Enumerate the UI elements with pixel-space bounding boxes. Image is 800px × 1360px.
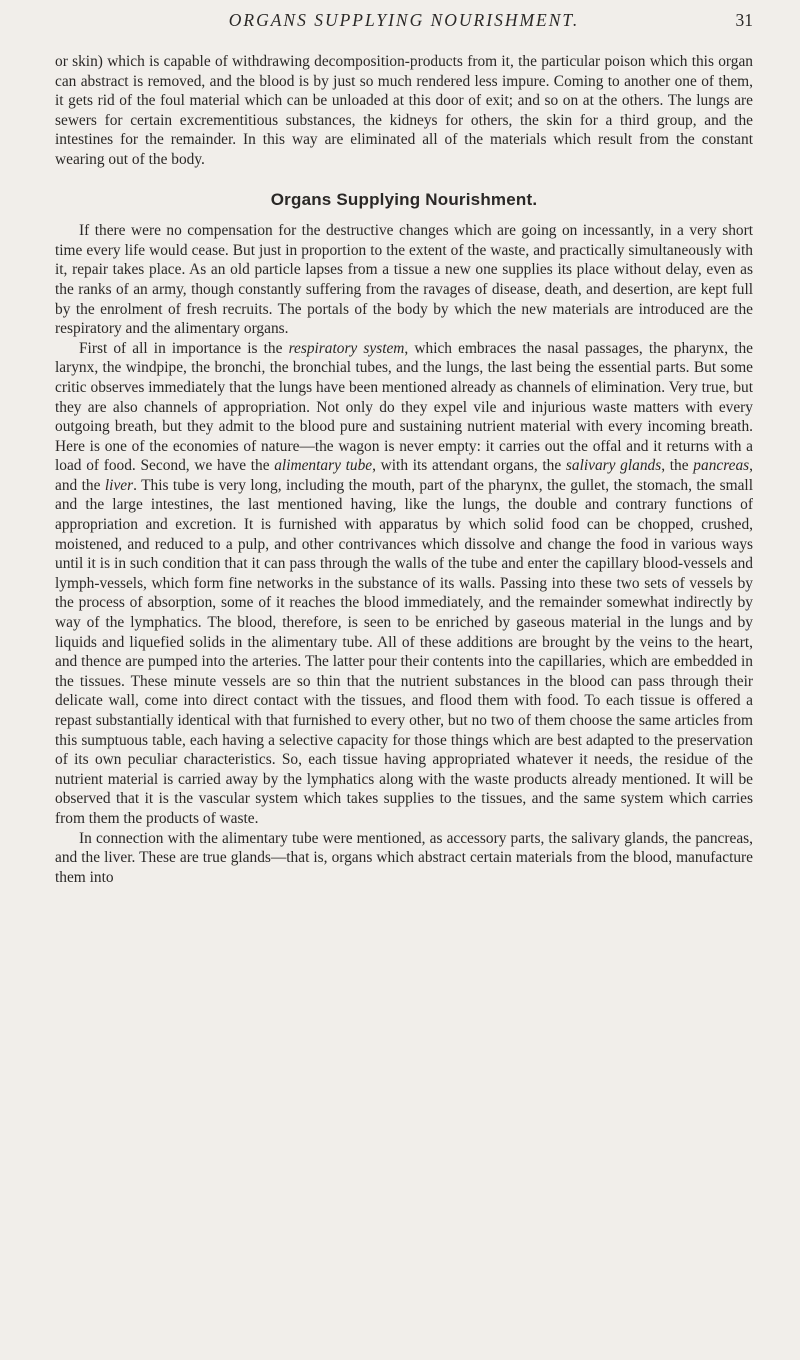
text-run: , which embraces the nasal passages, the pharynx, the larynx, the windpipe, the bronchi, the bronchial tubes, and the lungs, the last being the essential parts. But some critic observes immediately that the lungs have been mentioned already as channels of elimination. Very true, but they are also channels of appropriation. Not only do they expel vile and injurious waste matters with every outgoing breath, but they admit to the blood pure and sustaining nutrient material with every incoming breath. Here is one of the economies of nature—the wagon is never empty: it carries out the offal and it returns with a load of food. Second, we have the — [55, 339, 753, 475]
continued-paragraph: or skin) which is capable of withdrawing decomposition-products from it, the particular poison which this organ can abstract is removed, and the blood is by just so much rendered less impure. Coming to another one of them, it gets rid of the foul material which can be unloaded at this door of exit; and so on at the others. The lungs are sewers for certain excrementitious substances, the kidneys for others, the skin for a third group, and the intestines for the remainder. In this way are eliminated all of the materials which result from the constant wearing out of the body. — [55, 53, 753, 168]
running-head — [55, 0, 753, 40]
paragraph-respiratory-alimentary — [55, 339, 753, 829]
term-alimentary-tube: alimentary tube — [274, 457, 373, 475]
section-heading: Organs Supplying Nourishment. — [270, 189, 538, 209]
text-run: . This tube is very long, including the mouth, part of the pharynx, the gullet, the stomach, the small and the large intestines, the last mentioned having, like the lungs, the double and contrary functions of appropriation and excretion. It is furnished with apparatus by which solid food can be chopped, crushed, moistened, and reduced to a pulp, and other contrivances which dissolve and change the food in various ways until it is in such condition that it can pass through the walls of the tube and enter the capillary blood-vessels and lymph-vessels, which form fine networks in the substance of its walls. Passing into these two sets of vessels by the process of absorption, some of it reaches the blood immediately, and the remainder somewhat indirectly by way of the lymphatics. The blood, therefore, is seen to be enriched by gaseous material in the lungs and by liquids and liquefied solids in the alimentary tube. All of these additions are brought by the veins to the heart, and thence are pumped into the arteries. The latter pour their contents into the capillaries, which are embedded in the tissues. These minute vessels are so thin that the nutrient substances in the blood can pass through their delicate wall, come into direct contact with the tissues, and flood them with food. To each tissue is offered a repast substantially identical with that furnished to every other, but no two of them choose the same articles from this sumptuous table, each having a selective capacity for those things which are best adapted to the preservation of its own peculiar characteristics. So, each tissue having appropriated whatever it needs, the residue of the nutrient material is carried away by the lymphatics along with the waste products already mentioned. It will be observed that it is the vascular system which takes supplies to the tissues, and the same system which carries from them the products of waste. — [55, 476, 753, 827]
text-run: , the — [661, 457, 694, 475]
term-salivary-glands: salivary glands — [565, 457, 662, 475]
text-run: , and the — [55, 457, 754, 494]
paragraph-compensation: If there were no compensation for the destructive changes which are going on incessantly, in a very short time every life would cease. But just in proportion to the extent of the waste, and practically simultaneously with it, repair takes place. As an old particle lapses from a tissue a new one supplies its place without delay, even as the ranks of an army, though constantly suffering from the ravages of disease, death, and desertion, are kept full by the enrolment of fresh recruits. The portals of the body by which the new materials are introduced are the respiratory and the alimentary organs. — [55, 222, 753, 338]
term-liver: liver — [104, 476, 134, 494]
body-text — [55, 52, 753, 887]
term-pancreas: pancreas — [693, 457, 750, 475]
page-number: 31 — [735, 10, 753, 30]
term-respiratory-system: respiratory system — [288, 339, 405, 357]
paragraph-glands: In connection with the alimentary tube were mentioned, as accessory parts, the salivary glands, the pancreas, and the liver. These are true glands—that is, organs which abstract certain materials from the blood, manufacture them into — [55, 829, 753, 886]
text-run: First of all in importance is the — [79, 339, 289, 357]
text-run: , with its attendant organs, the — [372, 457, 566, 475]
running-head-title: ORGANS SUPPLYING NOURISHMENT. — [228, 10, 580, 30]
